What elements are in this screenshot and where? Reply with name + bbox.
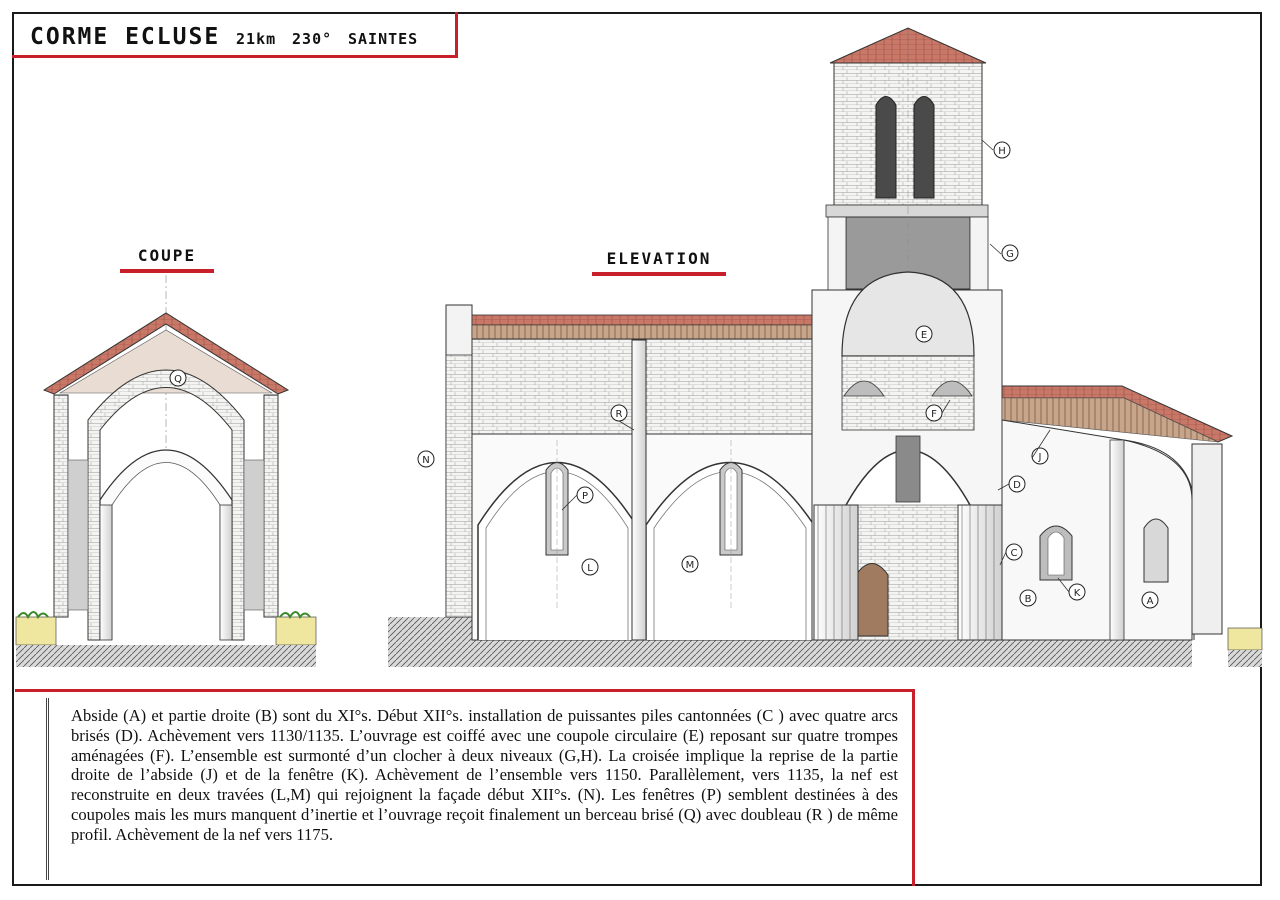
marker-R	[611, 405, 627, 421]
svg-text:J: J	[1038, 452, 1042, 463]
tower-right-buttress	[970, 217, 988, 297]
coupe-right-wall	[264, 395, 278, 617]
title-place: CORME ECLUSE	[30, 24, 221, 50]
doubleau-column	[632, 340, 646, 640]
caption-inner	[46, 698, 898, 880]
tower-cornice	[826, 205, 988, 217]
elevation-drawing	[388, 28, 1262, 667]
marker-B	[1020, 590, 1036, 606]
pier-C-right	[958, 505, 1002, 640]
marker-J	[1032, 448, 1048, 464]
svg-text:C: C	[1010, 548, 1018, 559]
marker-Q	[170, 370, 186, 386]
coupe-left-column	[100, 505, 112, 640]
marker-P	[577, 487, 593, 503]
coupe-floor	[16, 645, 316, 667]
coupe-grass-left	[18, 612, 48, 617]
marker-K	[1069, 584, 1085, 600]
elevation-right-floor	[1228, 650, 1262, 667]
apse-exterior	[1192, 444, 1222, 634]
window-K-glass	[1048, 532, 1064, 575]
marker-M	[682, 556, 698, 572]
title-bearing: 230°	[292, 30, 333, 48]
coupe-grass-right	[280, 612, 310, 617]
svg-text:N: N	[422, 455, 430, 466]
marker-D	[1009, 476, 1025, 492]
svg-text:P: P	[581, 491, 589, 502]
svg-text:B: B	[1024, 594, 1032, 605]
svg-text:E: E	[920, 330, 928, 341]
title-town: SAINTES	[348, 30, 419, 48]
apse-window	[1144, 519, 1168, 582]
marker-C	[1006, 544, 1022, 560]
coupe-arch-opening	[112, 463, 220, 641]
svg-text:K: K	[1073, 588, 1081, 599]
svg-text:G: G	[1006, 249, 1014, 260]
marker-N	[418, 451, 434, 467]
apse-column	[1110, 440, 1124, 640]
tower-window-right	[914, 97, 934, 199]
coupe-left-wall	[54, 395, 68, 617]
coupe-right-aisle	[244, 460, 264, 610]
nave-roof	[472, 315, 812, 325]
svg-text:A: A	[1146, 596, 1154, 607]
tower-left-buttress	[828, 217, 846, 297]
coupe-right-ground	[276, 617, 316, 645]
coupe-drawing	[16, 275, 316, 667]
coupe-right-column	[220, 505, 232, 640]
pier-C-left	[814, 505, 858, 640]
svg-text:F: F	[931, 409, 937, 420]
side-door	[856, 564, 888, 637]
svg-text:M: M	[685, 560, 695, 571]
svg-text:Q: Q	[174, 374, 182, 385]
crossing-window	[896, 436, 920, 502]
svg-text:L: L	[587, 563, 593, 574]
title-distance: 21km	[236, 30, 277, 48]
svg-text:D: D	[1013, 480, 1021, 491]
elevation-label-text: ELEVATION	[606, 249, 712, 268]
coupe-label-text: COUPE	[137, 246, 197, 265]
svg-text:R: R	[615, 409, 623, 420]
marker-L	[582, 559, 598, 575]
nave-roof-beams	[472, 325, 812, 339]
coupe-left-ground	[16, 617, 56, 645]
tower-window-left	[876, 97, 896, 199]
coupe-left-aisle	[68, 460, 88, 610]
marker-F	[926, 405, 942, 421]
marker-E	[916, 326, 932, 342]
marker-H	[994, 142, 1010, 158]
elevation-right-ground	[1228, 628, 1262, 650]
caption-text: Abside (A) et partie droite (B) sont du XI°s. Début XII°s. installation de puissantes piles cantonnées (C ) avec quatre arcs brisés (D). Achèvement vers 1130/1135. L’ouvrage est coiffé avec une coupole circulaire (E) reposant sur quatre trompes aménagées (F). L’ensemble est surmonté d’un clocher à deux niveaux (G,H). La croisée implique la reprise de la partie droite de l’abside (J) et de la fenêtre (K). Achèvement de l’ensemble vers 1150. Parallèlement, vers 1135, la nef est reconstruite en deux travées (L,M) qui rejoignent la façade début XII°s. (N). Les fenêtres (P) semblent destinées à des coupoles mais les murs manquent d’inertie et l’ouvrage reçoit finalement un berceau brisé (Q) avec doubleau (R ) de même profil. Achèvement de la nef vers 1175.	[71, 706, 898, 844]
west-facade-masonry	[446, 355, 472, 617]
svg-text:H: H	[998, 146, 1006, 157]
marker-G	[1002, 245, 1018, 261]
marker-A	[1142, 592, 1158, 608]
